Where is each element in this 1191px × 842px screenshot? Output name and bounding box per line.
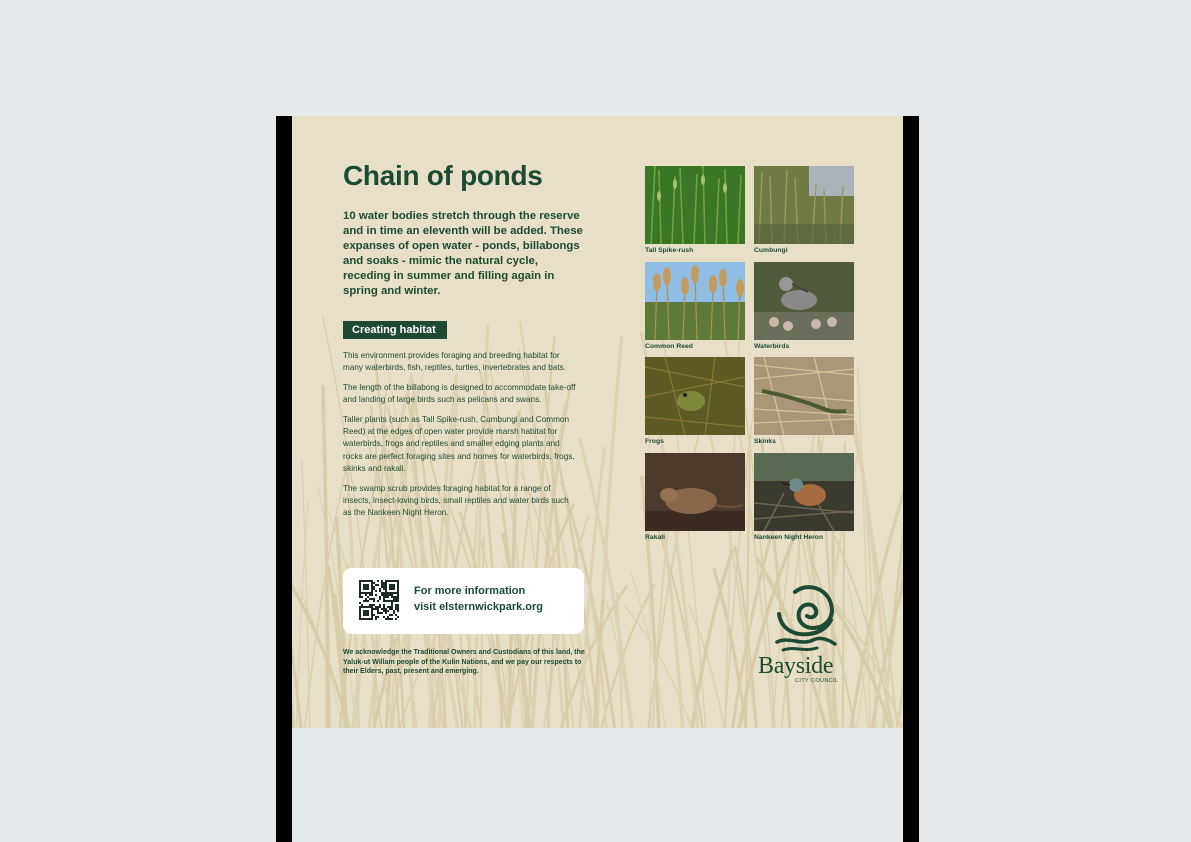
photo-caption: Rakali	[645, 534, 666, 541]
photo-caption: Skinks	[754, 438, 776, 445]
gallery-tile	[645, 166, 745, 254]
info-text-line1: For more information	[414, 585, 526, 597]
logo-name: Bayside	[758, 653, 834, 679]
photo-caption: Frogs	[645, 438, 664, 445]
page-title: Chain of ponds	[343, 160, 543, 191]
photo-caption: Tall Spike-rush	[645, 247, 694, 254]
gallery-tile	[645, 357, 745, 445]
waterbirds-photo	[754, 262, 854, 340]
info-panel	[343, 568, 584, 634]
gallery-tile	[645, 453, 745, 541]
photo-caption: Cumbungi	[754, 247, 788, 254]
photo-caption: Common Reed	[645, 343, 693, 350]
habitat-paragraph: This environment provides foraging and breeding habitat for many waterbirds, fish, reptiles, turtles, invertebrates and bats.	[343, 351, 566, 373]
shell-logo-icon	[773, 584, 839, 654]
gallery-tile	[754, 166, 854, 254]
species-gallery	[645, 166, 855, 546]
qr-code-icon[interactable]	[359, 580, 399, 620]
gallery-tile	[754, 262, 854, 350]
logo-subtitle: CITY COUNCIL	[795, 678, 839, 684]
spike-rush-photo	[645, 166, 745, 244]
cumbungi-photo	[754, 166, 854, 244]
habitat-paragraph: The length of the billabong is designed to accommodate take-off and landing of large birds such as pelicans and swans.	[343, 382, 576, 405]
sign-board	[292, 116, 903, 728]
gallery-tile	[754, 357, 854, 445]
gallery-tile	[754, 453, 854, 541]
left-sign-post	[276, 116, 292, 842]
gallery-tile	[645, 262, 745, 350]
photo-caption: Nankeen Night Heron	[754, 534, 824, 541]
frog-photo	[645, 357, 745, 435]
skink-photo	[754, 357, 854, 435]
section-badge: Creating habitat	[343, 321, 447, 339]
common-reed-photo	[645, 262, 745, 340]
habitat-paragraph: Taller plants (such as Tall Spike-rush, Cumbungi and Common Reed) at the edges of open water provide marsh habitat for waterbirds, frogs and reptiles and smaller edging plants and rocks are perfect foraging sites and homes for waterbirds, frogs, skinks and rakali.	[343, 414, 575, 474]
photo-caption: Waterbirds	[754, 343, 790, 350]
rakali-photo	[645, 453, 745, 531]
right-sign-post	[903, 116, 919, 842]
bayside-logo	[753, 584, 863, 688]
night-heron-photo	[754, 453, 854, 531]
intro-text: 10 water bodies stretch through the reserve and in time an eleventh will be added. These expanses of open water - ponds, billabongs and soaks - mimic the natural cycle, receding in summer and filling again in spring and winter.	[343, 210, 583, 297]
info-website-link[interactable]: visit elsternwickpark.org	[414, 601, 543, 613]
acknowledgement-text: We acknowledge the Traditional Owners and Custodians of this land, the Yaluk-ut Willam people of the Kulin Nations, and we pay our respects to their Elders, past, present and emerging.	[343, 649, 585, 675]
habitat-paragraph: The swamp scrub provides foraging habitat for a range of insects, insect-loving birds, small reptiles and water birds such as the Nankeen Night Heron.	[343, 483, 569, 518]
habitat-description	[343, 350, 578, 527]
